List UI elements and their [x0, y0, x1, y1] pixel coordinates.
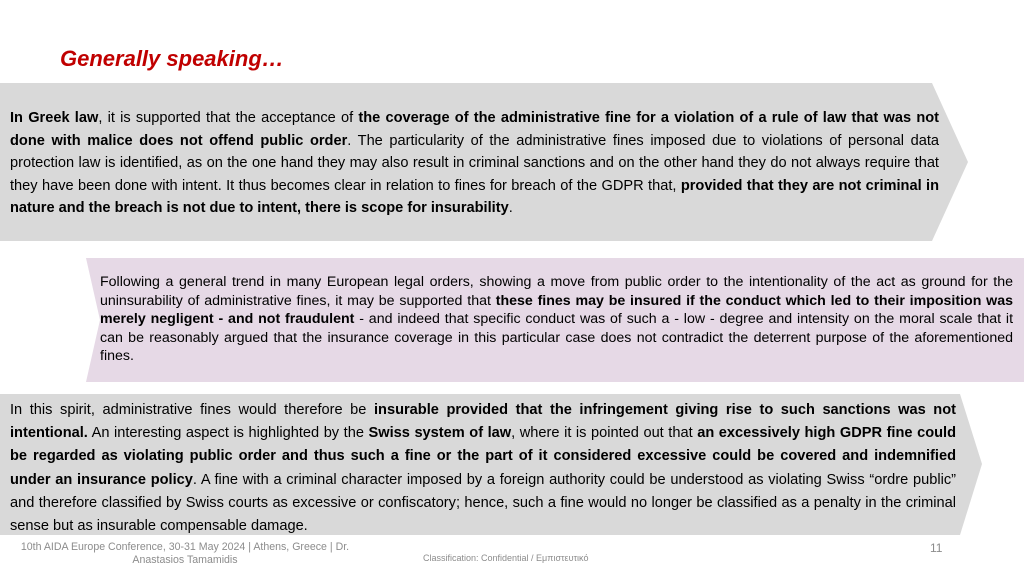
text-span: .	[129, 348, 134, 365]
text-span: an excessively high GDPR fine could be regarded as violating public order and thus such a fine or the part of it considered excessive could be covered and indemnified under an insurance policy	[10, 425, 956, 488]
text-span: An interesting aspect is highlighted by the	[87, 425, 369, 442]
text-span: insurable provided that the infringement giving rise to such sanctions was not intentional.	[10, 402, 956, 442]
text-span: .	[508, 200, 513, 216]
text-span: Following a general trend in many European legal orders, showing a move from public order to the intentionality of the act as ground for the uninsurability of administrative fines, it may be supported that	[100, 274, 1013, 309]
footer-classification: Classification: Confidential / Εμπιστευτικό	[423, 553, 589, 563]
text-block-3	[10, 399, 956, 538]
slide-title: Generally speaking…	[60, 46, 284, 71]
text-span: provided that they are not criminal in nature and the breach is not due to intent, there is scope for insurability	[10, 177, 939, 216]
text-span: - and indeed that specific conduct was of such a - low - degree and intensity on the moral scale that it can be reasonably argued that the insurance coverage in this particular case does not contradict the deterrent purpose of the aforementioned fines	[100, 311, 1014, 365]
text-span: these fines may be insured if the conduct which led to their imposition was merely negligent - and not fraudulent	[100, 292, 1013, 328]
text-span: . The particularity of the administrative fines imposed due to violations of personal data protection law is identified, as on the one hand they may also result in criminal sanctions and on the other hand they do not always require that they have been done with intent. It thus becomes clear in relation to fines for breach of the GDPR that,	[10, 132, 939, 194]
text-span: In this spirit, administrative fines would therefore be	[10, 402, 374, 418]
text-block-2	[100, 273, 1013, 366]
text-span: Swiss system of law	[368, 425, 512, 442]
footer-conference: 10th AIDA Europe Conference, 30-31 May 2024 | Athens, Greece | Dr. Anastasios Tamamidis	[20, 541, 350, 566]
text-span: , where it is pointed out that	[511, 425, 698, 442]
page-number: 11	[930, 541, 943, 555]
text-span: , it is supported that the acceptance of	[98, 110, 359, 126]
text-span: the coverage of the administrative fine for a violation of a rule of law that was not done with malice does not offend public order	[10, 110, 940, 149]
text-span: . A fine with a criminal character imposed by a foreign authority could be understood as violating Swiss “ordre public” and therefore classified by Swiss courts as excessive or confiscatory; hence, such a fine would no longer be classified as a penalty in the criminal sense but as insurable compensable damage.	[10, 471, 956, 535]
text-span: In Greek law	[10, 110, 99, 126]
text-block-1	[10, 107, 939, 220]
